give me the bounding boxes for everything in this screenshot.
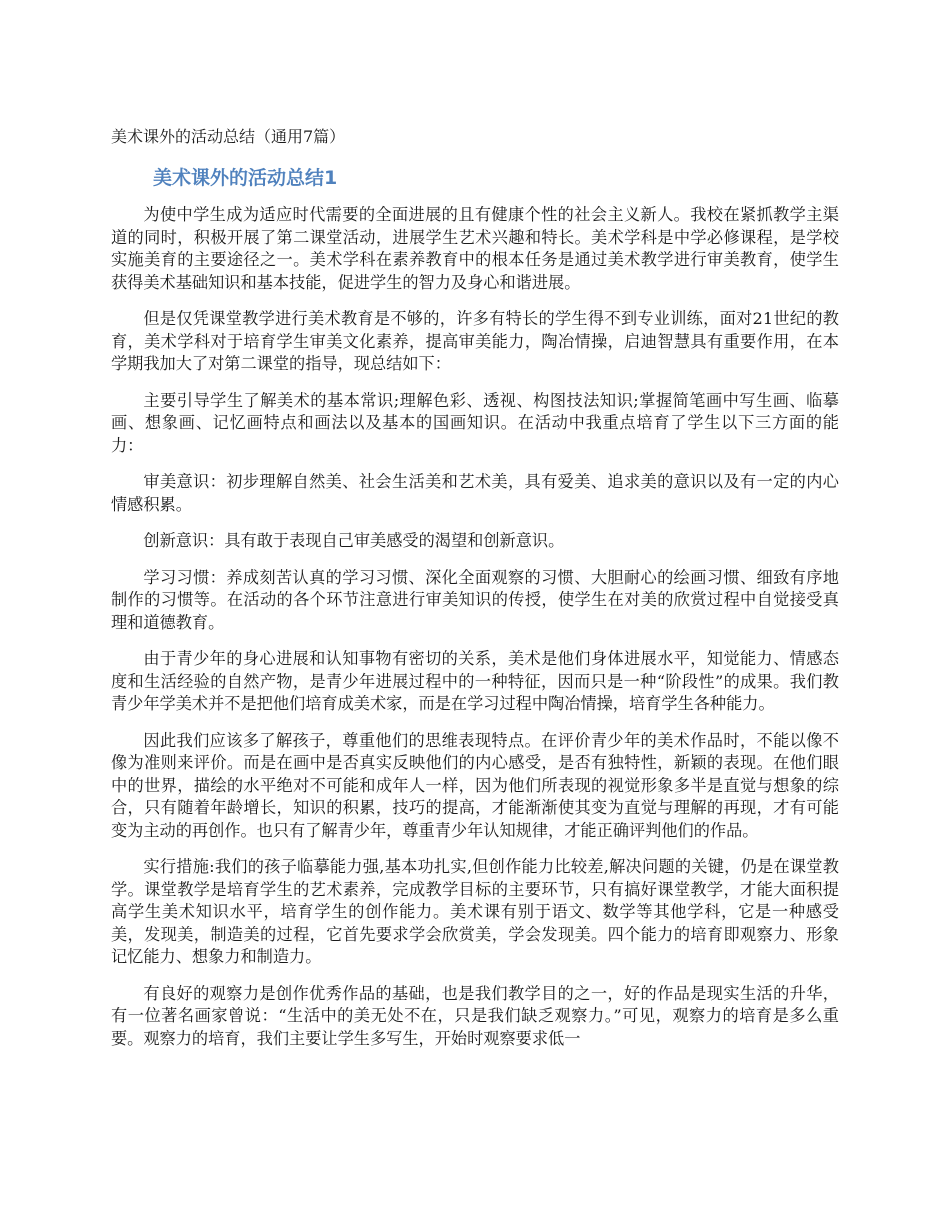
paragraph-4: 审美意识：初步理解自然美、社会生活美和艺术美，具有爱美、追求美的意识以及有一定的内心情感积累。: [111, 472, 839, 514]
paragraph-3: 主要引导学生了解美术的基本常识;理解色彩、透视、构图技法知识;掌握简笔画中写生画、临摹画、想象画、记忆画特点和画法以及基本的国画知识。在活动中我重点培育了学生以下三方面的能力：: [111, 390, 839, 455]
section-heading: 美术课外的活动总结1: [153, 167, 338, 189]
paragraph-5: 创新意识：具有敢于表现自己审美感受的渴望和创新意识。: [143, 531, 565, 550]
body-text: [111, 204, 839, 1064]
paragraph-2: 但是仅凭课堂教学进行美术教育是不够的，许多有特长的学生得不到专业训练，面对21世纪的教育，美术学科对于培育学生审美文化素养，提高审美能力，陶冶情操，启迪智慧具有重要作用，在本学期我加大了对第二课堂的指导，现总结如下：: [111, 309, 839, 373]
paragraph-8: 因此我们应该多了解孩子，尊重他们的思维表现特点。在评价青少年的美术作品时，不能以像不像为准则来评价。而是在画中是否真实反映他们的内心感受，是否有独特性，新颖的表现。在他们眼中的世界，描绘的水平绝对不可能和成年人一样，因为他们所表现的视觉形象多半是直觉与想象的综合，只有随着年龄增长，知识的积累，技巧的提高，才能渐渐使其变为直觉与理解的再现，才有可能变为主动的再创作。也只有了解青少年，尊重青少年认知规律，才能正确评判他们的作品。: [111, 730, 839, 840]
paragraph-7: 由于青少年的身心进展和认知事物有密切的关系，美术是他们身体进展水平，知觉能力、情感态度和生活经验的自然产物，是青少年进展过程中的一种特征，因而只是一种“阶段性”的成果。我们教青少年学美术并不是把他们培育成美术家，而是在学习过程中陶冶情操，培育学生各种能力。: [111, 649, 839, 713]
document-title: 美术课外的活动总结（通用7篇）: [111, 127, 346, 146]
paragraph-1: 为使中学生成为适应时代需要的全面进展的且有健康个性的社会主义新人。我校在紧抓教学主渠道的同时，积极开展了第二课堂活动，进展学生艺术兴趣和特长。美术学科是中学必修课程，是学校实施美育的主要途径之一。美术学科在素养教育中的根本任务是通过美术教学进行审美教育，使学生获得美术基础知识和基本技能，促进学生的智力及身心和谐进展。: [111, 205, 839, 292]
paragraph-10: 有良好的观察力是创作优秀作品的基础，也是我们教学目的之一，好的作品是现实生活的升华，有一位著名画家曾说：“生活中的美无处不在，只是我们缺乏观察力。”可见，观察力的培育是多么重要。观察力的培育，我们主要让学生多写生，开始时观察要求低一: [111, 983, 839, 1048]
paragraph-6: 学习习惯：养成刻苦认真的学习习惯、深化全面观察的习惯、大胆耐心的绘画习惯、细致有序地制作的习惯等。在活动的各个环节注意进行审美知识的传授，使学生在对美的欣赏过程中自觉接受真理和道德教育。: [111, 567, 839, 632]
paragraph-9: 实行措施:我们的孩子临摹能力强,基本功扎实,但创作能力比较差,解决问题的关键，仍是在课堂教学。课堂教学是培育学生的艺术素养，完成教学目标的主要环节，只有搞好课堂教学，才能大面积提高学生美术知识水平，培育学生的创作能力。美术课有别于语文、数学等其他学科，它是一种感受美，发现美，制造美的过程，它首先要求学会欣赏美，学会发现美。四个能力的培育即观察力、形象记忆能力、想象力和制造力。: [111, 857, 839, 966]
